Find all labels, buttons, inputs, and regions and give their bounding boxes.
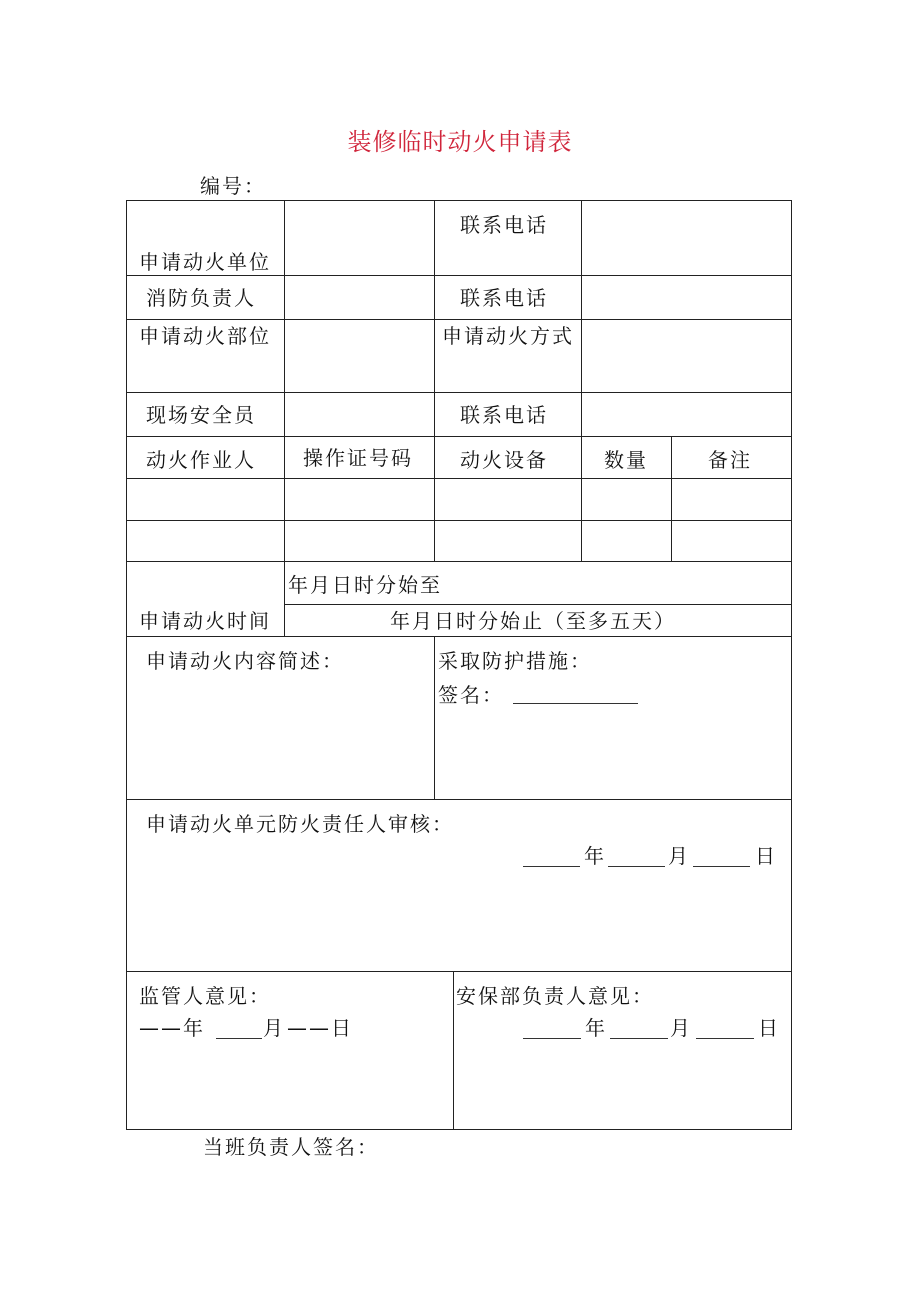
- year-char: 年: [584, 844, 606, 868]
- phone-label: 联系电话: [460, 286, 548, 310]
- location-label: 申请动火部位: [139, 324, 271, 348]
- month-char: 月: [668, 844, 690, 868]
- number-label: 编号：: [200, 174, 266, 198]
- security-label: 安保部负责人意见：: [456, 984, 654, 1008]
- day-char: 日: [755, 844, 777, 868]
- safety-officer-label: 现场安全员: [146, 403, 256, 427]
- time-label: 申请动火时间: [139, 609, 271, 633]
- phone-label: 联系电话: [460, 213, 548, 237]
- security-day-char: 日: [758, 1016, 780, 1040]
- supervisor-year: ——年: [139, 1016, 205, 1040]
- supervisor-month-line: [216, 1038, 262, 1039]
- time-start: 年月日时分始至: [288, 573, 442, 597]
- security-month-char: 月: [670, 1016, 692, 1040]
- supervisor-day: ——日: [287, 1016, 353, 1040]
- header-remark: 备注: [708, 448, 752, 472]
- supervisor-label: 监管人意见：: [139, 984, 271, 1008]
- header-certificate: 操作证号码: [303, 446, 413, 470]
- security-month-line: [610, 1038, 668, 1039]
- supervisor-month: 月: [263, 1016, 285, 1040]
- header-worker: 动火作业人: [146, 448, 256, 472]
- security-year-char: 年: [585, 1016, 607, 1040]
- security-year-line: [523, 1038, 581, 1039]
- signature-label: 签名：: [438, 683, 504, 707]
- year-line: [523, 866, 580, 867]
- measures-label: 采取防护措施：: [438, 649, 592, 673]
- header-equipment: 动火设备: [460, 448, 548, 472]
- month-line: [608, 866, 665, 867]
- method-label: 申请动火方式: [442, 324, 574, 348]
- header-quantity: 数量: [604, 448, 648, 472]
- footer-signature-label: 当班负责人签名：: [203, 1135, 379, 1159]
- security-day-line: [696, 1038, 754, 1039]
- review-label: 申请动火单元防火责任人审核：: [146, 812, 454, 836]
- time-end: 年月日时分始止（至多五天）: [390, 609, 676, 633]
- phone-label: 联系电话: [460, 403, 548, 427]
- day-line: [693, 866, 750, 867]
- fire-manager-label: 消防负责人: [146, 286, 256, 310]
- form-title: 装修临时动火申请表: [347, 128, 573, 156]
- signature-line: [513, 703, 638, 704]
- unit-label: 申请动火单位: [139, 250, 271, 274]
- content-label: 申请动火内容简述：: [146, 649, 344, 673]
